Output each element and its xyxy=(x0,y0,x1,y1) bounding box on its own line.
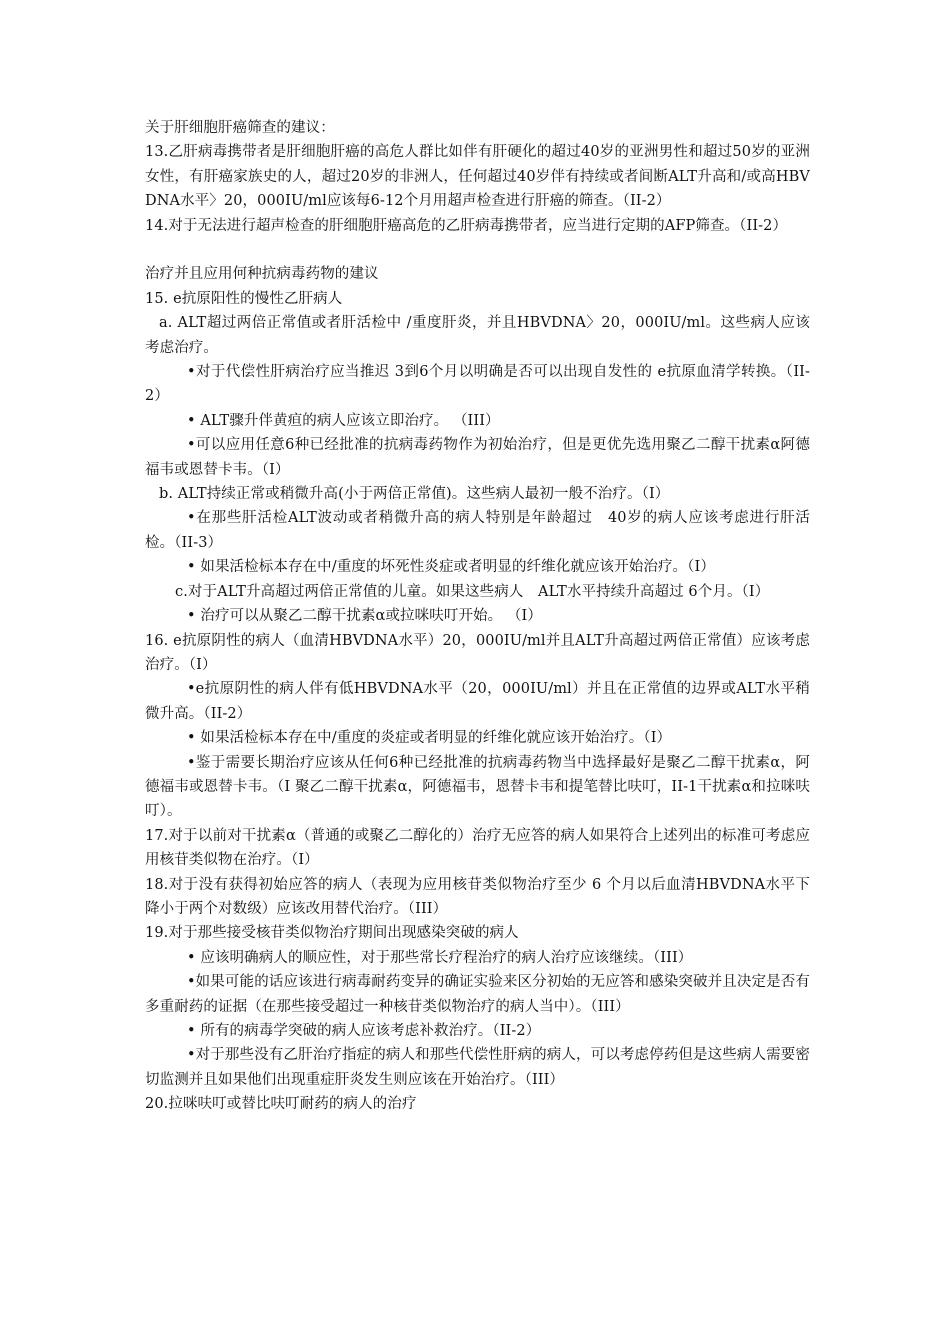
paragraph-12: •在那些肝活检ALT波动或者稍微升高的病人特别是年龄超过 40岁的病人应该考虑进行肝活检。（II-3） xyxy=(145,510,810,551)
paragraph-11: b. ALT持续正常或稍微升高(小于两倍正常值)。这些病人最初一般不治疗。（I） xyxy=(159,486,670,503)
paragraph-27: 20.拉咪呋叮或替比呋叮耐药的病人的治疗 xyxy=(145,1096,417,1113)
paragraph-9: • ALT骤升伴黄疸的病人应该立即治疗。 （III） xyxy=(187,412,500,429)
paragraph-3: 14.对于无法进行超声检查的肝细胞肝癌高危的乙肝病毒携带者，应当进行定期的AFP筛查。（II-2） xyxy=(145,217,788,234)
paragraph-2: 13.乙肝病毒携带者是肝细胞肝癌的高危人群比如伴有肝硬化的超过40岁的亚洲男性和超过50岁的亚洲女性，有肝癌家族史的人，超过20岁的非洲人，任何超过40岁伴有持续或者间断ALT升高和/或高HBVDNA水平〉20，000IU/ml应该每6-12个月用超声检查进行肝癌的筛查。（II-2） xyxy=(145,144,810,210)
paragraph-21: 18.对于没有获得初始应答的病人（表现为应用核苷类似物治疗至少 6 个月以后血清HBVDNA水平下降小于两个对数级）应该改用替代治疗。（III） xyxy=(145,876,810,917)
paragraph-16: 16. e抗原阴性的病人（血清HBVDNA水平）20，000IU/ml并且ALT升高超过两倍正常值）应该考虑治疗。（I） xyxy=(145,632,810,673)
paragraph-23: • 应该明确病人的顺应性，对于那些常长疗程治疗的病人治疗应该继续。（III） xyxy=(187,949,693,966)
paragraph-17: •e抗原阴性的病人伴有低HBVDNA水平（20，000IU/ml）并且在正常值的边界或ALT水平稍微升高。（II-2） xyxy=(145,681,810,722)
paragraph-10: •可以应用任意6种已经批准的抗病毒药物作为初始治疗，但是更优先选用聚乙二醇干扰素α阿德福韦或恩替卡韦。（I） xyxy=(145,437,810,478)
document-body xyxy=(145,116,810,1117)
paragraph-20: 17.对于以前对干扰素α（普通的或聚乙二醇化的）治疗无应答的病人如果符合上述列出的标准可考虑应用核苷类似物在治疗。（I） xyxy=(145,827,810,869)
paragraph-1: 关于肝细胞肝癌筛查的建议： xyxy=(145,120,335,136)
paragraph-14: c.对于ALT升高超过两倍正常值的儿童。如果这些病人 ALT水平持续升高超过 6个月。（I） xyxy=(175,583,770,600)
paragraph-22: 19.对于那些接受核苷类似物治疗期间出现感染突破的病人 xyxy=(145,925,519,942)
paragraph-4 xyxy=(145,238,810,262)
paragraph-26: •对于那些没有乙肝治疗指症的病人和那些代偿性肝病的病人，可以考虑停药但是这些病人需要密切监测并且如果他们出现重症肝炎发生则应该在开始治疗。（III） xyxy=(145,1047,810,1088)
paragraph-18: • 如果活检标本存在中/重度的炎症或者明显的纤维化就应该开始治疗。（I） xyxy=(187,730,672,747)
paragraph-15: • 治疗可以从聚乙二醇干扰素α或拉咪呋叮开始。 （I） xyxy=(187,608,542,625)
paragraph-8: •对于代偿性肝病治疗应当推迟 3到6个月以明确是否可以出现自发性的 e抗原血清学转换。（II-2） xyxy=(145,364,810,405)
paragraph-5: 治疗并且应用何种抗病毒药物的建议 xyxy=(145,266,379,283)
paragraph-25: • 所有的病毒学突破的病人应该考虑补救治疗。（II-2） xyxy=(187,1023,541,1040)
paragraph-6: 15. e抗原阳性的慢性乙肝病人 xyxy=(145,290,343,307)
paragraph-19: •鉴于需要长期治疗应该从任何6种已经批准的抗病毒药物当中选择最好是聚乙二醇干扰素α，阿德福韦或恩替卡韦。（I 聚乙二醇干扰素α，阿德福韦，恩替卡韦和提笔替比呋叮，II-1干扰素α和拉咪呋叮）。 xyxy=(145,754,810,820)
paragraph-7: a. ALT超过两倍正常值或者肝活检中 /重度肝炎，并且HBVDNA〉20，000IU/ml。这些病人应该考虑治疗。 xyxy=(145,315,810,356)
paragraph-13: • 如果活检标本存在中/重度的坏死性炎症或者明显的纤维化就应该开始治疗。（I） xyxy=(187,559,715,576)
paragraph-24: •如果可能的话应该进行病毒耐药变异的确证实验来区分初始的无应答和感染突破并且决定是否有多重耐药的证据（在那些接受超过一种核苷类似物治疗的病人当中）。（III） xyxy=(145,974,810,1015)
